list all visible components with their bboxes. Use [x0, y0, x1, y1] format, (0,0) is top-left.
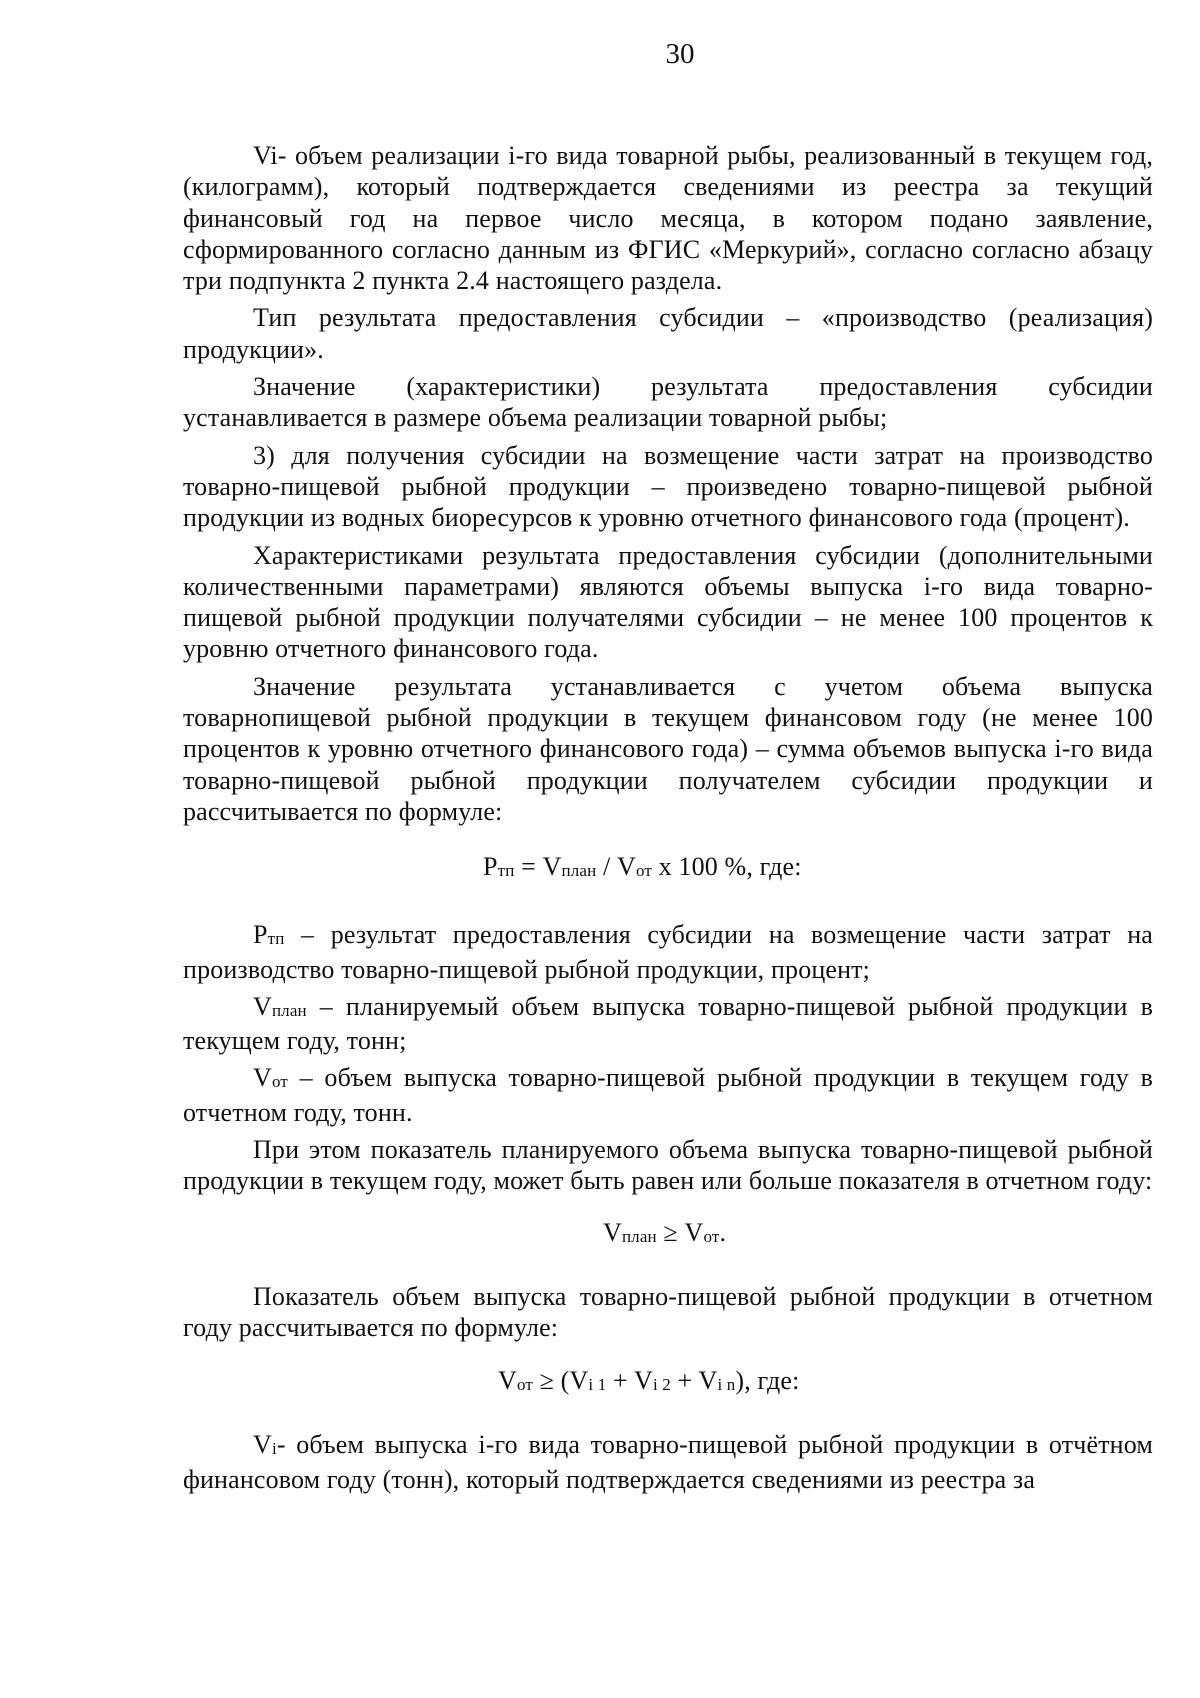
paragraph-vot-indicator: Показатель объем выпуска товарно-пищевой рыбной продукции в отчетном году рассчитывается по формуле: [183, 1281, 1153, 1342]
paragraph-characteristics: Характеристиками результата предоставления субсидии (дополнительными количественными параметрами) являются объемы выпуска i-го вида товарно-пищевой рыбной продукции получателями субсидии – не менее 100 процентов к уровню отчетного финансового года. [183, 540, 1153, 664]
page-number: 30 [665, 38, 695, 70]
document-body [183, 140, 1153, 1501]
formula-vplan-ge-vot: Vплан ≥ Vот. [603, 1217, 727, 1247]
paragraph-plan-indicator: При этом показатель планируемого объема выпуска товарно-пищевой рыбной продукции в текущем году, может быть равен или больше показателя в отчетном году: [183, 1135, 1153, 1196]
paragraph-result-value: Значение (характеристики) результата предоставления субсидии устанавливается в размере объема реализации товарной рыбы; [183, 372, 1153, 433]
definition-vot: Vот – объем выпуска товарно-пищевой рыбной продукции в текущем году в отчетном году, тонн. [183, 1063, 1153, 1127]
paragraph-vi-definition: Vi- объем реализации i-го вида товарной рыбы, реализованный в текущем год, (килограмм), который подтверждается сведениями из реестра за текущий финансовый год на первое число месяца, в котором подано заявление, сформированного согласно данным из ФГИС «Меркурий», согласно согласно абзацу три подпункта 2 пункта 2.4 настоящего раздела. [183, 141, 1153, 296]
paragraph-result-value-calculation: Значение результата устанавливается с учетом объема выпуска товарнопищевой рыбной продукции в текущем финансовом году (не менее 100 процентов к уровню отчетного финансового года) – сумма объемов выпуска i-го вида товарно-пищевой рыбной продукции получателем субсидии продукции и рассчитывается по формуле: [183, 671, 1153, 826]
paragraph-result-type: Тип результата предоставления субсидии – «производство (реализация) продукции». [183, 303, 1153, 364]
definition-ptp: Pтп – результат предоставления субсидии на возмещение части затрат на производство товарно-пищевой рыбной продукции, процент; [183, 920, 1153, 984]
variable-vi: Vi [253, 141, 278, 170]
formula-ptp: Pтп = Vплан / Vот x 100 %, где: [483, 852, 802, 882]
formula-vot-sum: Vот ≥ (Vi 1 + Vi 2 + Vi n), где: [498, 1366, 800, 1396]
paragraph-item-3: 3) для получения субсидии на возмещение части затрат на производство товарно-пищевой рыбной продукции – произведено товарно-пищевой рыбной продукции из водных биоресурсов к уровню отчетного финансового года (процент). [183, 440, 1153, 533]
definition-vplan: Vплан – планируемый объем выпуска товарно-пищевой рыбной продукции в текущем году, тонн; [183, 991, 1153, 1056]
paragraph-vi-output-definition: Vi- объем выпуска i-го вида товарно-пищевой рыбной продукции в отчётном финансовом году (тонн), который подтверждается сведениями из реестра за [183, 1430, 1153, 1494]
